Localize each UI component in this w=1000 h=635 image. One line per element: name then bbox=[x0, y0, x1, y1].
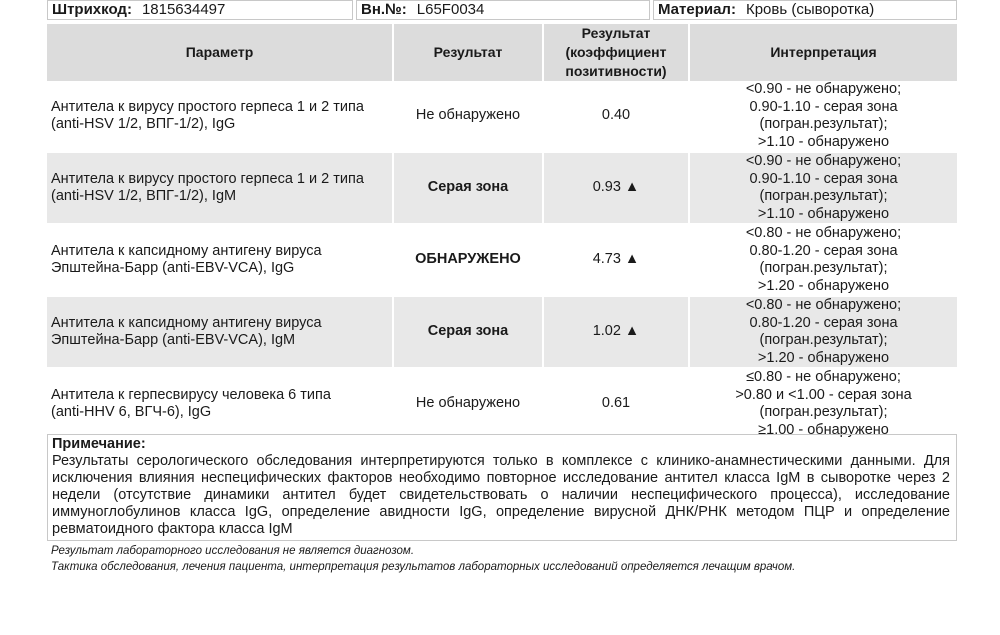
interpretation-line: 0.90-1.10 - серая зона bbox=[749, 170, 898, 187]
header-coefficient bbox=[543, 24, 689, 81]
interpretation-line: (погран.результат); bbox=[759, 332, 888, 348]
interpretation-cell bbox=[689, 224, 957, 296]
parameter-line: (anti-HHV 6, ВГЧ-6), IgG bbox=[51, 404, 212, 420]
interpretation-line: <0.80 - не обнаружено; bbox=[745, 225, 902, 241]
interpretation-line: 0.80-1.20 - серая зона bbox=[749, 314, 898, 331]
table-row bbox=[47, 81, 957, 152]
result-cell: Серая зона bbox=[393, 152, 543, 224]
material-field bbox=[653, 0, 957, 20]
table-row bbox=[47, 152, 957, 224]
header-result: Результат bbox=[393, 24, 543, 81]
parameter-line: (anti-HSV 1/2, ВПГ-1/2), IgG bbox=[51, 116, 236, 132]
interpretation-line: <0.80 - не обнаружено; bbox=[745, 297, 902, 313]
interpretation-cell bbox=[689, 152, 957, 224]
parameter-cell bbox=[47, 152, 393, 224]
results-table bbox=[47, 24, 957, 439]
interpretation-line: >1.10 - обнаружено bbox=[757, 133, 890, 150]
interpretation-line: ≥1.00 - обнаружено bbox=[758, 421, 889, 438]
result-cell: Не обнаружено bbox=[393, 81, 543, 152]
table-header-row bbox=[47, 24, 957, 81]
header-parameter: Параметр bbox=[47, 24, 393, 81]
parameter-line: Эпштейна-Барр (anti-EBV-VCA), IgM bbox=[51, 332, 296, 348]
coefficient-cell: 0.61 bbox=[543, 368, 689, 439]
coefficient-cell: 0.40 bbox=[543, 81, 689, 152]
interpretation-line: (погран.результат); bbox=[759, 260, 888, 276]
barcode-field bbox=[47, 0, 353, 20]
parameter-line: Эпштейна-Барр (anti-EBV-VCA), IgG bbox=[51, 260, 295, 276]
internal-number-field bbox=[356, 0, 650, 20]
parameter-line: Антитела к капсидному антигену вируса bbox=[51, 242, 322, 259]
header-coefficient-line3: позитивности) bbox=[565, 63, 667, 79]
result-cell: Серая зона bbox=[393, 296, 543, 368]
footer-disclaimer: Результат лабораторного исследования не является диагнозом. bbox=[51, 545, 415, 557]
parameter-line: Антитела к вирусу простого герпеса 1 и 2 типа bbox=[51, 98, 364, 115]
interpretation-line: ≤0.80 - не обнаружено; bbox=[746, 369, 901, 385]
parameter-line: (anti-HSV 1/2, ВПГ-1/2), IgM bbox=[51, 188, 237, 204]
interpretation-line: >1.20 - обнаружено bbox=[757, 277, 890, 294]
interpretation-cell bbox=[689, 81, 957, 152]
result-cell: Не обнаружено bbox=[393, 368, 543, 439]
internal-number-label: Вн.№: bbox=[361, 1, 407, 18]
coefficient-cell: 1.02 ▲ bbox=[543, 296, 689, 368]
parameter-cell bbox=[47, 81, 393, 152]
table-row bbox=[47, 368, 957, 439]
note-text: Результаты серологического обследования интерпретируются только в комплексе с клинико-анамнестическими данными. Для исключения влияния неспецифических факторов необходимо повторное исследование антител класса IgM в сыворотке через 2 недели (отсутствие динамики антител будет свидетельствовать о наличии неспецифического процесса), исследование иммуноглобулинов класса IgG, определение авидности IgG, определение вирусной ДНК/РНК методом ПЦР и определение ревматоидного фактора класса IgM bbox=[52, 453, 950, 537]
parameter-cell bbox=[47, 368, 393, 439]
interpretation-cell bbox=[689, 296, 957, 368]
parameter-line: Антитела к вирусу простого герпеса 1 и 2 типа bbox=[51, 170, 364, 187]
header-coefficient-line2: (коэффициент bbox=[565, 44, 667, 60]
note-title: Примечание: bbox=[52, 436, 146, 452]
header-interpretation: Интерпретация bbox=[689, 24, 957, 81]
interpretation-line: 0.80-1.20 - серая зона bbox=[749, 242, 898, 259]
table-row bbox=[47, 296, 957, 368]
barcode-value: 1815634497 bbox=[141, 1, 226, 18]
interpretation-line: <0.90 - не обнаружено; bbox=[745, 81, 902, 97]
coefficient-cell: 0.93 ▲ bbox=[543, 152, 689, 224]
header-coefficient-line1: Результат bbox=[581, 25, 651, 41]
footer-disclaimer-2: Тактика обследования, лечения пациента, интерпретация результатов лабораторных исследований определяется лечащим врачом. bbox=[51, 561, 796, 573]
table-row bbox=[47, 224, 957, 296]
interpretation-line: (погран.результат); bbox=[759, 404, 888, 420]
interpretation-line: (погран.результат); bbox=[759, 188, 888, 204]
material-label: Материал: bbox=[658, 1, 736, 18]
interpretation-cell bbox=[689, 368, 957, 439]
barcode-label: Штрихкод: bbox=[52, 1, 132, 18]
parameter-cell bbox=[47, 224, 393, 296]
result-cell: ОБНАРУЖЕНО bbox=[393, 224, 543, 296]
interpretation-line: >1.10 - обнаружено bbox=[757, 205, 890, 222]
parameter-cell bbox=[47, 296, 393, 368]
parameter-line: Антитела к герпесвирусу человека 6 типа bbox=[51, 386, 331, 403]
internal-number-value: L65F0034 bbox=[416, 1, 485, 18]
note-box bbox=[47, 434, 957, 541]
interpretation-line: >0.80 и <1.00 - серая зона bbox=[735, 386, 912, 403]
material-value: Кровь (сыворотка) bbox=[745, 1, 875, 18]
coefficient-cell: 4.73 ▲ bbox=[543, 224, 689, 296]
interpretation-line: >1.20 - обнаружено bbox=[757, 349, 890, 366]
interpretation-line: (погран.результат); bbox=[759, 116, 888, 132]
parameter-line: Антитела к капсидному антигену вируса bbox=[51, 314, 322, 331]
interpretation-line: 0.90-1.10 - серая зона bbox=[749, 98, 898, 115]
interpretation-line: <0.90 - не обнаружено; bbox=[745, 153, 902, 169]
